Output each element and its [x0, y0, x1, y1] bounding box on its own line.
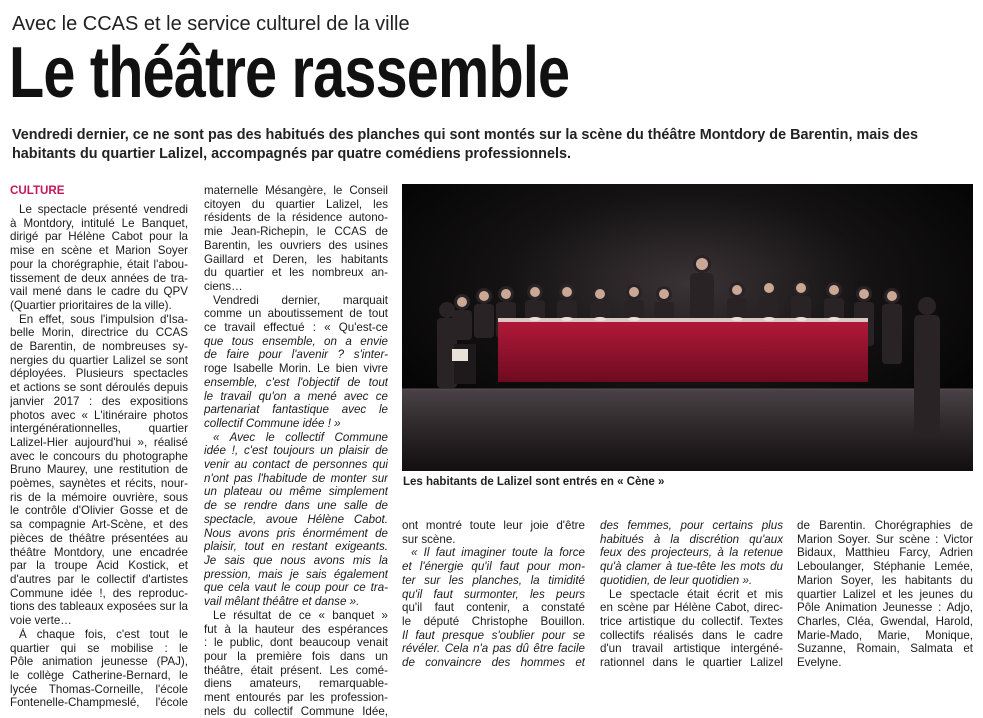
text-line: ont montré toute leur joie d'être	[402, 519, 585, 532]
text-line: qu'il faut surmonter, les peurs	[402, 587, 585, 601]
text-line: tions des tableaux exposées sur la	[10, 600, 188, 614]
text-line: nels du collectif Commune Idée,	[204, 704, 388, 718]
text-line: nergies du quartier Lalizel se sont	[10, 353, 188, 367]
text-line: de convaincre des hommes et	[402, 656, 585, 670]
text-line: « Il faut imaginer toute la force	[411, 546, 585, 560]
kicker: Avec le CCAS et le service culturel de la ville	[12, 13, 410, 35]
text-line: Fontenelle-Champmeslé, l'école	[10, 696, 188, 710]
text-line: (Quartier prioritaires de la ville).	[10, 298, 172, 312]
text-line: Leboulanger, Stéphanie Lemée,	[797, 560, 973, 574]
text-line: par la troupe Acid Kostick, et	[10, 559, 188, 573]
text-line: le contrôle d'Olivier Gosse et de	[10, 504, 188, 518]
lead-line: habitants du quartier Lalizel, accompagnés par quatre comédiens professionnels.	[12, 146, 571, 162]
text-line: ce travail effectué : « Qu'est-ce	[204, 321, 388, 335]
theatre-photo-image	[402, 184, 973, 471]
text-line: photos avec « L'itinéraire photos	[10, 408, 188, 422]
text-line: vail mêlant théâtre et danse ».	[204, 595, 360, 609]
text-line: Nous avons pris énormément de	[204, 526, 388, 540]
text-line: théâtre Montdory, une encadrée	[10, 545, 188, 559]
text-line: Gaillard et Deren, les habitants	[204, 252, 388, 266]
text-line: de se rendre dans une salle de	[204, 499, 388, 513]
text-line: résidents de la résidence autono-	[204, 211, 388, 225]
text-line: venir au contact de personnes qui	[204, 458, 388, 472]
text-line: Le spectacle était écrit et mis	[609, 587, 783, 601]
text-line: ciens…	[204, 279, 243, 293]
text-line: d'un travail artistique intergéné-	[600, 642, 783, 656]
text-line: des femmes, pour certains plus	[600, 519, 783, 532]
text-line: du quartier et les nombreux an-	[204, 266, 388, 280]
text-line: de Barentin. Chorégraphies de	[797, 519, 973, 532]
text-line: habitués à la discrétion qu'aux	[600, 532, 783, 546]
lead-line: Vendredi dernier, ce ne sont pas des habitués des planches qui sont montés sur la scène du théâtre Montdory de Barentin, mais des	[12, 127, 919, 143]
article-column-3	[402, 519, 585, 670]
text-line: en scène par Hélène Cabot, direc-	[600, 601, 783, 615]
text-line: Suzanne, Romain, Salmata et	[797, 642, 973, 656]
text-line: feux des projecteurs, à la retenue	[600, 546, 783, 560]
text-line: de Barentin, de nombreuses sy-	[10, 340, 188, 354]
article-column-4	[600, 519, 783, 670]
text-line: un plateau ou même simplement	[204, 485, 388, 499]
text-line: Il faut presque s'oublier pour se	[402, 628, 585, 642]
text-line: maternelle Mésangère, le Conseil	[204, 184, 388, 197]
text-line: trice artistique du collectif. Textes	[600, 614, 783, 628]
text-line: diens amateurs, remarquable-	[204, 677, 388, 691]
text-line: Marion Soyer, les habitants du	[797, 573, 973, 587]
text-line: théâtre, était présent. Les comé-	[204, 663, 388, 677]
text-line: En effet, sous l'impulsion d'Isa-	[19, 312, 188, 326]
text-line: idée !, c'est toujours un plaisir de	[204, 444, 388, 458]
text-line: Barentin, les ouvriers des usines	[204, 238, 388, 252]
text-line: Marie-Mado, Marie, Monique,	[797, 628, 973, 642]
text-line: « Avec le collectif Commune	[213, 430, 388, 444]
text-line: d'autres par le collectif d'artistes	[10, 572, 188, 586]
text-line: partenariat fantastique avec le	[204, 403, 388, 417]
photo	[402, 184, 973, 471]
text-line: Charles, Cléa, Gwendal, Harold,	[797, 614, 973, 628]
text-line: et l'énergie qu'il faut pour mon-	[402, 560, 585, 574]
article-column-5	[797, 519, 973, 670]
article-column-1	[10, 184, 188, 710]
text-line: quotidien, de leur quotidien ».	[600, 573, 753, 587]
text-line: quartier Lalizel et les jeunes du	[797, 587, 973, 601]
column-body	[204, 184, 388, 718]
text-line: intergénérationnelles, quartier	[10, 422, 188, 436]
text-line: le collège Catherine-Bernard, le	[10, 668, 188, 682]
text-line: et actions se sont déroulés depuis	[10, 381, 188, 395]
text-line: de faire pour l'avenir ? s'inter-	[204, 348, 388, 362]
text-line: roge Isabelle Morin. Le bien vivre	[204, 362, 388, 376]
text-line: ris de la mémoire ouvrière, sous	[10, 490, 188, 504]
headline: Le théâtre rassemble	[9, 33, 570, 113]
text-line: citoyen du quartier Lalizel, les	[204, 197, 388, 211]
text-line: le travail qu'on a mené avec ce	[204, 389, 388, 403]
column-body	[797, 519, 973, 670]
text-line: Vendredi dernier, marquait	[213, 293, 388, 307]
column-body	[10, 203, 188, 710]
text-line: sa compagnie Art-Scène, et des	[10, 518, 188, 532]
text-line: mie Jean-Richepin, le CCAS de	[204, 225, 388, 239]
text-line: comme un aboutissement de tout	[204, 307, 388, 321]
text-line: à Montdory, intitulé Le Banquet,	[10, 216, 188, 230]
text-line: fut à la hauteur des espérances	[204, 622, 388, 636]
article-column-2	[204, 184, 388, 718]
text-line: Je sais que nous avons mis la	[204, 553, 388, 567]
text-line: quartier qui se mobilise : le	[10, 641, 188, 655]
rubric-label: CULTURE	[10, 184, 65, 197]
text-line: voie verte…	[10, 614, 72, 628]
text-line: tissement de deux années de tra-	[10, 271, 188, 285]
photo-caption: Les habitants de Lalizel sont entrés en « Cène »	[403, 476, 665, 488]
text-line: Le résultat de ce « banquet »	[213, 608, 388, 622]
text-line: lycée Thomas-Corneille, l'école	[10, 682, 188, 696]
text-line: qu'il faut contenir, a constaté	[402, 601, 585, 615]
text-line: Bidaux, Matthieu Farcy, Adrien	[797, 546, 973, 560]
text-line: avec le concours du photographe	[10, 449, 188, 463]
text-line: ment entourés par les profession-	[204, 691, 388, 705]
text-line: Bruno Maurey, une restitution de	[10, 463, 188, 477]
text-line: janvier 2017 : des expositions	[10, 394, 188, 408]
text-line: dirigé par Hélène Cabot pour la	[10, 230, 188, 244]
text-line: belle Morin, directrice du CCAS	[10, 326, 188, 340]
text-line: déployées. Plusieurs spectacles	[10, 367, 188, 381]
text-line: : le public, dont beaucoup venait	[204, 636, 388, 650]
text-line: mise en scène et Marion Soyer	[10, 244, 188, 258]
text-line: poèmes, saynètes et récits, nour-	[10, 477, 188, 491]
text-line: Evelyne.	[797, 656, 842, 670]
text-line: Pôle animation jeunesse (PAJ),	[10, 655, 188, 669]
text-line: pour la chorégraphie, était l'abou-	[10, 257, 188, 271]
text-line: À chaque fois, c'est tout le	[19, 627, 188, 641]
text-line: Commune idée !, des reproduc-	[10, 586, 188, 600]
text-line: collectifs réalisés dans le cadre	[600, 628, 783, 642]
column-body	[600, 519, 783, 670]
text-line: Marion Soyer. Sur scène : Victor	[797, 532, 973, 546]
text-line: Lalizel-Hier aujourd'hui », réalisé	[10, 435, 188, 449]
text-line: qu'à clamer à tue-tête les mots du	[600, 560, 783, 574]
text-line: Pôle Animation Jeunesse : Adjo,	[797, 601, 973, 615]
text-line: que tous ensemble, on a envie	[204, 334, 388, 348]
text-line: le député Christophe Bouillon.	[402, 614, 585, 628]
text-line: révéler. Cela n'a pas dû être facile	[402, 642, 585, 656]
text-line: pression, mais je sais également	[204, 567, 388, 581]
text-line: pièces de théâtre présentées au	[10, 531, 188, 545]
text-line: vail mené dans le cadre du QPV	[10, 285, 188, 299]
text-line: plaisir, tout en restant exigeants.	[204, 540, 388, 554]
text-line: que cela vaut le coup pour ce tra-	[204, 581, 388, 595]
lead-paragraph	[12, 126, 974, 164]
text-line: collectif Commune idée ! »	[204, 416, 341, 430]
text-line: ensemble, c'est l'objectif de tout	[204, 375, 388, 389]
text-line: n'ont pas l'habitude de monter sur	[204, 471, 388, 485]
text-line: spectacle, avoue Hélène Cabot.	[204, 512, 388, 526]
text-line: sur scène.	[402, 532, 456, 546]
text-line: pour la première fois dans un	[204, 649, 388, 663]
text-line: rationnel dans le quartier Lalizel	[600, 656, 783, 670]
text-line: ter sur les planches, la timidité	[402, 573, 585, 587]
text-line: Le spectacle présenté vendredi	[19, 203, 188, 216]
column-body	[402, 519, 585, 670]
